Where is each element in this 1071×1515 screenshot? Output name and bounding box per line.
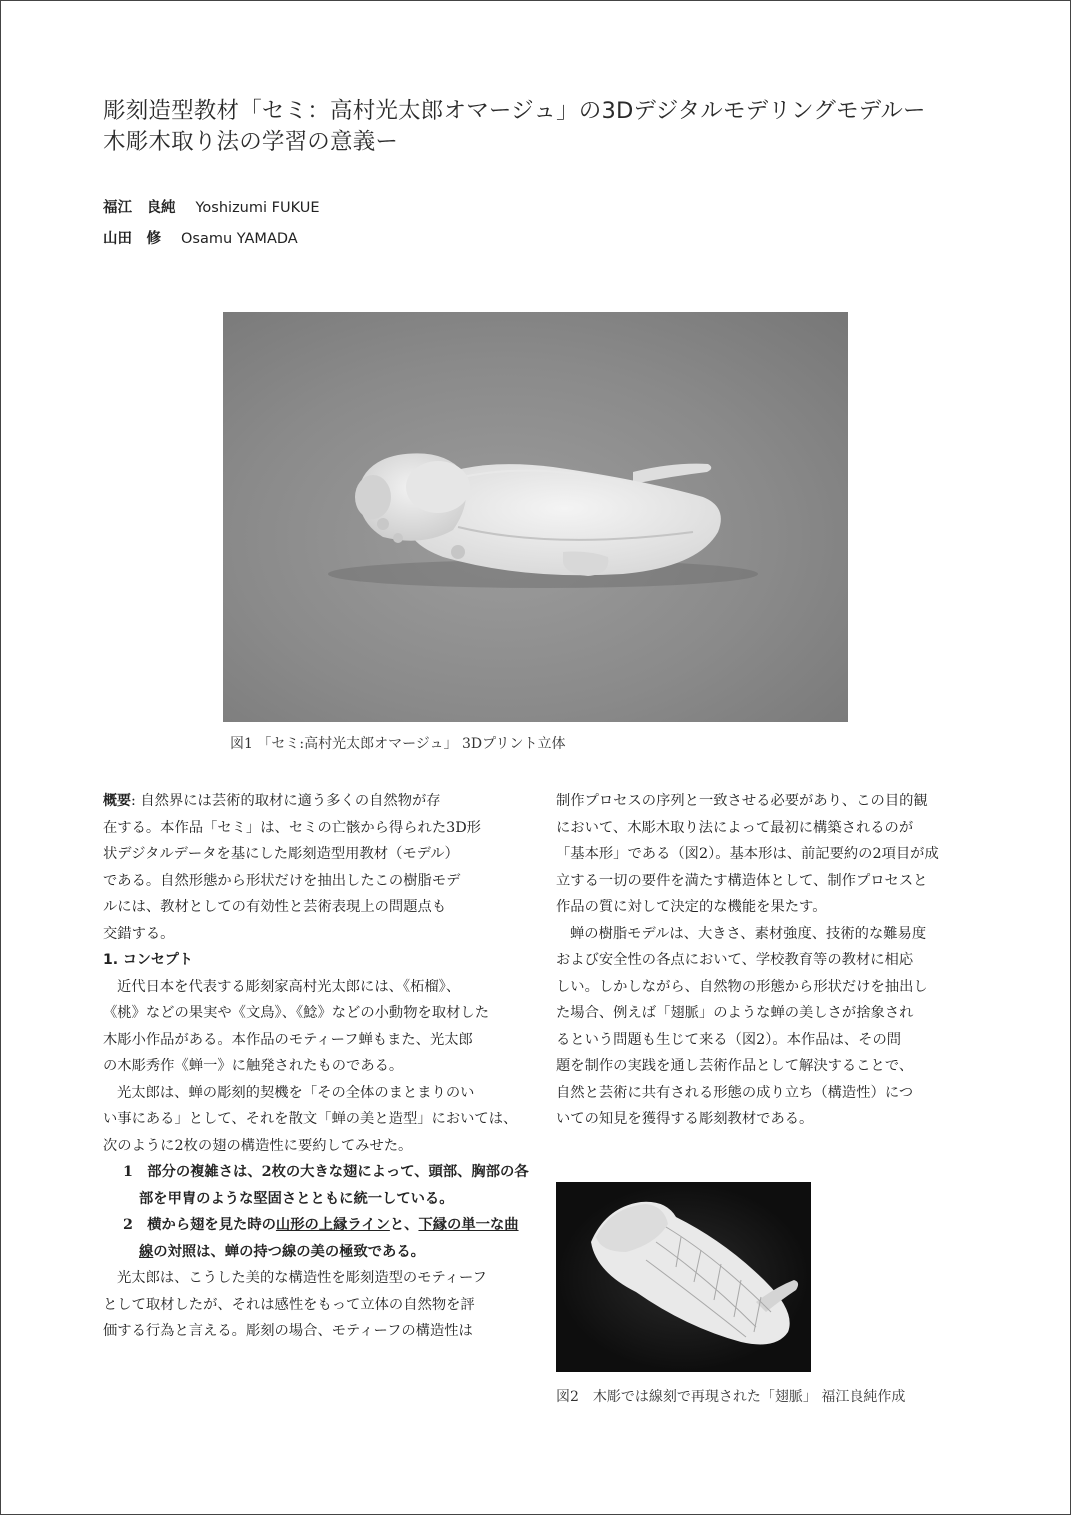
body-line: い事にある」として、それを散文「蝉の美と造型」においては、 [103, 1111, 518, 1127]
body-line: 制作プロセスの序列と一致させる必要があり、この目的観 [556, 793, 928, 809]
wood-carved-cicada-image [556, 1182, 811, 1372]
body-line: た場合、例えば「翅脈」のような蝉の美しさが捨象され [556, 1005, 914, 1021]
abstract-line: である。自然形態から形状だけを抽出したこの樹脂モデ [103, 872, 461, 889]
cicada-3d-print-image [223, 312, 848, 722]
body-line: 自然と芸術に共有される形態の成り立ち（構造性）につ [556, 1084, 914, 1101]
body-line: として取材したが、それは感性をもって立体の自然物を評 [103, 1296, 475, 1313]
body-line: 次のように2枚の翅の構造性に要約してみせた。 [103, 1137, 413, 1154]
underlined-lower-edge: 下縁の単一な曲 [418, 1217, 519, 1233]
abstract-line: ルには、教材としての有効性と芸術表現上の問題点も [103, 899, 447, 915]
body-line: 作品の質に対して決定的な機能を果たす。 [556, 899, 827, 915]
abstract-line: 在する。本作品「セミ」は、セミの亡骸から得られた3D形 [103, 819, 481, 836]
body-line: 《桃》などの果実や《文鳥》、《鯰》などの小動物を取材した [103, 1005, 490, 1021]
list-item-2-text: と、 [389, 1217, 419, 1233]
figure-1-photo [223, 312, 848, 722]
body-line: るという問題も生じて来る（図2）。本作品は、その問 [556, 1031, 902, 1048]
left-column [103, 788, 533, 1345]
underlined-upper-edge: 山形の上縁ライン [275, 1217, 390, 1233]
body-line: しい。しかしながら、自然物の形態から形状だけを抽出し [556, 978, 928, 995]
figure-2-photo [556, 1182, 811, 1372]
body-line: 立する一切の要件を満たす構造体として、制作プロセスと [556, 872, 928, 889]
list-item-2 [103, 1212, 533, 1239]
right-column [556, 788, 986, 1133]
abstract-line: 状デジタルデータを基にした彫刻造型用教材（モデル） [103, 846, 459, 862]
body-line: 光太郎は、こうした美的な構造性を彫刻造型のモティーフ [117, 1270, 487, 1286]
list-item-2-text: 2 横から翅を見た時の [123, 1217, 276, 1233]
author-2-jp: 山田 修 [103, 231, 161, 247]
author-1 [103, 196, 320, 217]
body-line: 光太郎は、蝉の彫刻的契機を「その全体のまとまりのい [117, 1084, 475, 1101]
paper-title [103, 96, 983, 158]
body-line: の木彫秀作《蝉一》に触発されたものである。 [103, 1058, 404, 1074]
abstract-text: : 自然界には芸術的取材に適う多くの自然物が存 [131, 793, 441, 809]
author-1-en: Yoshizumi FUKUE [195, 200, 320, 216]
list-item-2-cont-text: の対照は、蝉の持つ線の美の極致である。 [153, 1243, 425, 1260]
abstract-line [103, 788, 533, 815]
body-line: 「基本形」である（図2）。基本形は、前記要約の2項目が成 [556, 846, 939, 862]
abstract-line: 交錯する。 [103, 925, 175, 942]
author-1-jp: 福江 良純 [103, 200, 176, 216]
body-line: および安全性の各点において、学校教育等の教材に相応 [556, 952, 914, 968]
section-heading-concept: 1. コンセプト [103, 952, 193, 968]
body-line: 木彫小作品がある。本作品のモティーフ蝉もまた、光太郎 [103, 1031, 473, 1048]
body-line: 近代日本を代表する彫刻家高村光太郎には、《柘榴》、 [117, 978, 461, 995]
body-line: において、木彫木取り法によって最初に構築されるのが [556, 819, 914, 836]
title-line-1: 彫刻造型教材「セミ：高村光太郎オマージュ」の3Dデジタルモデリングモデルー [103, 98, 926, 124]
body-line: 価する行為と言える。彫刻の場合、モティーフの構造性は [103, 1323, 473, 1339]
body-line: 蝉の樹脂モデルは、大きさ、素材強度、技術的な難易度 [570, 925, 927, 942]
title-line-2: 木彫木取り法の学習の意義ー [103, 129, 399, 155]
list-item-1: 1 部分の複雑さは、2枚の大きな翅によって、頭部、胸部の各 [123, 1164, 529, 1180]
body-line: 題を制作の実践を通し芸術作品として解決することで、 [556, 1058, 914, 1074]
list-item-1-cont: 部を甲冑のような堅固さとともに統一している。 [139, 1190, 454, 1207]
figure-1-caption: 図1 「セミ:高村光太郎オマージュ」 3Dプリント立体 [230, 736, 566, 752]
underlined-line: 線 [139, 1243, 154, 1260]
abstract-label: 概要 [103, 793, 131, 809]
author-2-en: Osamu YAMADA [181, 231, 298, 247]
list-item-2-cont [103, 1239, 533, 1266]
figure-2-caption: 図2 木彫では線刻で再現された「翅脈」 福江良純作成 [556, 1389, 906, 1405]
body-line: いての知見を獲得する彫刻教材である。 [556, 1111, 814, 1127]
author-2 [103, 227, 298, 248]
